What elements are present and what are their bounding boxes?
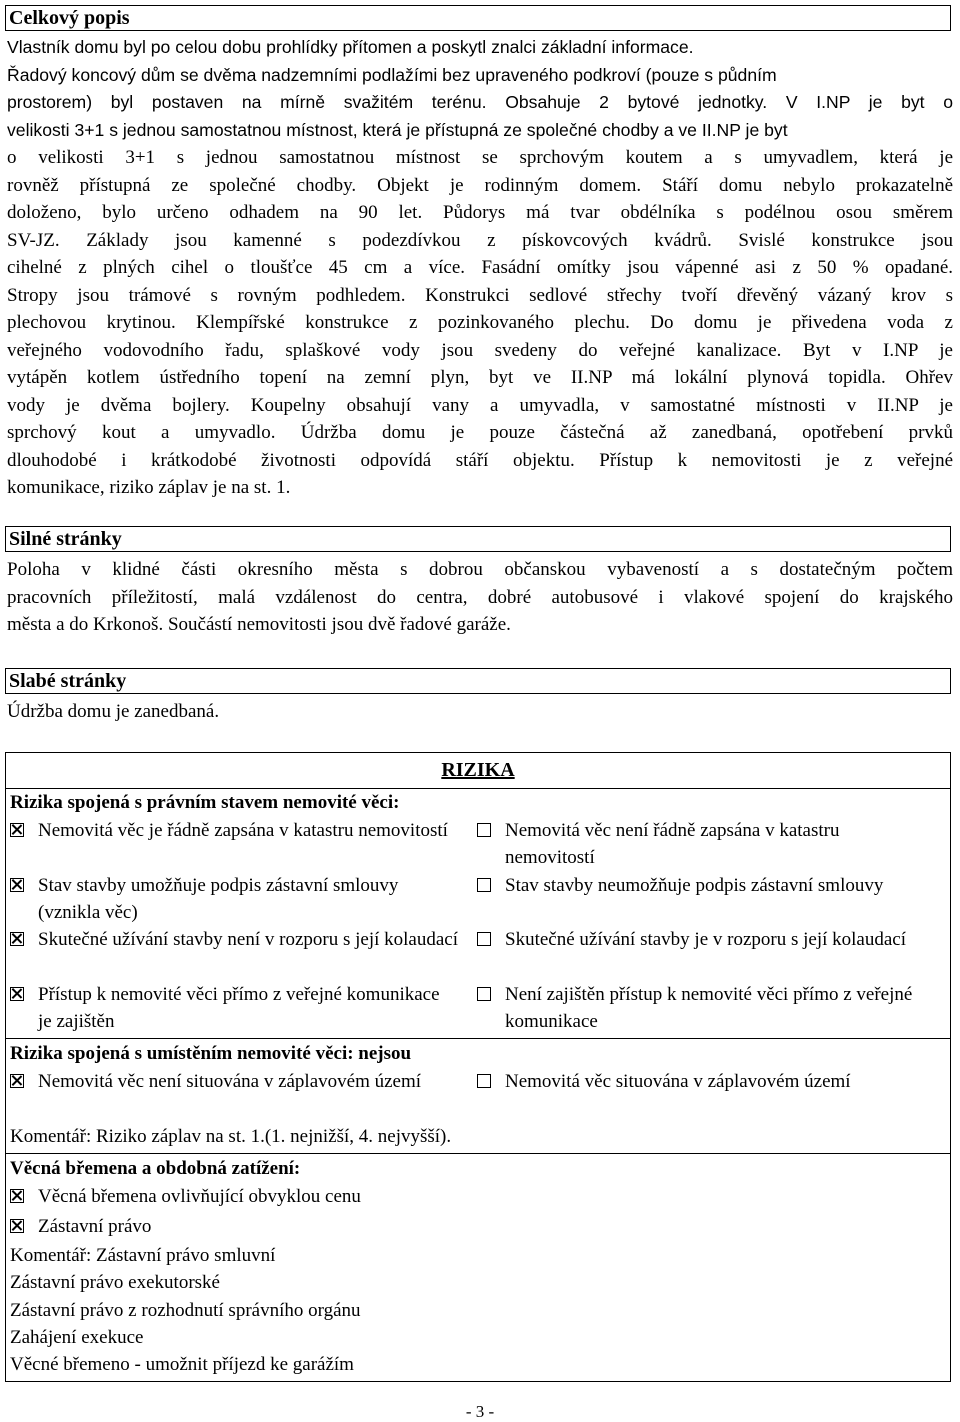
text-line: prostorem) byl postaven na mírně svažitém terénu. Obsahuje 2 bytové jednotky. V I.NP je byt o xyxy=(7,92,953,112)
bremena-comment-line: Zahájení exekuce xyxy=(10,1327,144,1348)
text-line: vytápěn kotlem ústředního topení na zemní plyn, byt ve II.NP má lokální plynová topidla. Ohřev xyxy=(7,367,953,388)
unchecked-checkbox-icon xyxy=(477,878,491,892)
text-line: vody je dvěma bojlery. Koupelny obsahují vany a umyvadla, v samostatné místnosti v II.NP je xyxy=(7,394,953,416)
text-line: doloženo, bylo určeno odhadem na 90 let. Půdorys má tvar obdélníka s podélnou osou směrem xyxy=(7,202,953,223)
checkbox-item: Není zajištěn přístup k nemovité věci přímo z veřejné komunikace xyxy=(477,981,927,1035)
rizika-title: RIZIKA xyxy=(441,759,515,781)
checked-checkbox-icon xyxy=(10,823,24,837)
checkbox-item: Nemovitá věc je řádně zapsána v katastru nemovitostí xyxy=(10,817,450,844)
text-line: rovněž přístupná ze společné chodby. Objekt je rodinným domem. Stáří domu nebylo prokazatelně xyxy=(7,174,953,196)
checkbox-item: Nemovitá věc není řádně zapsána v katastru nemovitostí xyxy=(477,817,927,871)
text-line: Vlastník domu byl po celou dobu prohlídky přítomen a poskytl znalci základní informace. xyxy=(7,37,694,57)
slabe-stranky-text xyxy=(7,698,953,726)
checked-checkbox-icon xyxy=(10,1074,24,1088)
checkbox-item: Zástavní právo xyxy=(10,1213,610,1240)
text-line: plechovou krytinou. Klempířské konstrukce z pozinkovaného plechu. Do domu je přivedena voda z xyxy=(7,312,953,333)
divider xyxy=(6,1038,950,1039)
silne-stranky-text xyxy=(7,556,953,639)
text-line: veřejného vodovodního řadu, splaškové vody jsou svedeny do veřejné kanalizace. Byt v I.NP je xyxy=(7,339,953,361)
text-line: Stropy jsou trámové s rovným podhledem. Konstrukci sedlové střechy tvoří dřevěný vázaný krov s xyxy=(7,284,953,306)
checkbox-item: Stav stavby neumožňuje podpis zástavní smlouvy xyxy=(477,872,927,899)
text-line: SV-JZ. Základy jsou kamenné s podezdívkou z pískovcových kvádrů. Svislé konstrukce jsou xyxy=(7,229,953,251)
text-line: pracovních příležitostí, malá vzdálenost do centra, dobré autobusové i vlakové spojení do krajského xyxy=(7,586,953,608)
text-line: Poloha v klidné části okresního města s dobrou občanskou vybaveností a s dostatečným počtem xyxy=(7,559,953,580)
pravni-stav-heading: Rizika spojená s právním stavem nemovité věci: xyxy=(10,792,400,813)
bremena-comment-line: Věcné břemeno - umožnit příjezd ke garážím xyxy=(10,1354,354,1375)
section-header-celkovy-popis: Celkový popis xyxy=(5,5,951,31)
checkbox-item: Skutečné užívání stavby je v rozporu s její kolaudací xyxy=(477,926,927,953)
text-line: komunikace, riziko záplav je na st. 1. xyxy=(7,477,291,498)
section-header-silne-stranky: Silné stránky xyxy=(5,526,951,552)
bremena-heading: Věcná břemena a obdobná zatížení: xyxy=(10,1158,301,1179)
celkovy-popis-text xyxy=(7,34,953,502)
text-line: města a do Krkonoš. Součástí nemovitosti jsou dvě řadové garáže. xyxy=(7,614,511,635)
unchecked-checkbox-icon xyxy=(477,932,491,946)
text-line: dlouhodobé i krátkodobé životnosti odpovídá stáří objektu. Přístup k nemovitosti je z veřejné xyxy=(7,449,953,471)
checkbox-item: Věcná břemena ovlivňující obvyklou cenu xyxy=(10,1183,610,1210)
checkbox-item: Přístup k nemovité věci přímo z veřejné komunikace je zajištěn xyxy=(10,981,450,1035)
checked-checkbox-icon xyxy=(10,878,24,892)
text-line: Údržba domu je zanedbaná. xyxy=(7,701,220,722)
rizika-table xyxy=(5,752,951,1382)
divider xyxy=(6,1153,950,1154)
checkbox-item: Stav stavby umožňuje podpis zástavní smlouvy (vznikla věc) xyxy=(10,872,450,926)
bremena-comment-line: Zástavní právo z rozhodnutí správního orgánu xyxy=(10,1300,361,1321)
bremena-comment-line: Zástavní právo exekutorské xyxy=(10,1272,220,1293)
checked-checkbox-icon xyxy=(10,1189,24,1203)
unchecked-checkbox-icon xyxy=(477,987,491,1001)
unchecked-checkbox-icon xyxy=(477,1074,491,1088)
text-line: o velikosti 3+1 s jednou samostatnou místnost se sprchovým koutem a s umyvadlem, která je xyxy=(7,147,953,168)
checkbox-item: Nemovitá věc situována v záplavovém území xyxy=(477,1068,947,1095)
text-line: sprchový kout a umyvadlo. Údržba domu je pouze částečná až zanedbaná, opotřebení prvků xyxy=(7,422,953,443)
text-line: cihelné z plných cihel o tloušťce 45 cm a více. Fasádní omítky jsou vápenné asi z 50 % opadané. xyxy=(7,257,953,278)
divider xyxy=(6,788,950,789)
bremena-comment-line: Komentář: Zástavní právo smluvní xyxy=(10,1245,276,1266)
checkbox-item: Nemovitá věc není situována v záplavovém území xyxy=(10,1068,460,1095)
unchecked-checkbox-icon xyxy=(477,823,491,837)
text-line: velikosti 3+1 s jednou samostatnou místnost, která je přístupná ze společné chodby a ve II.NP je byt xyxy=(7,119,788,140)
umisteni-heading: Rizika spojená s umístěním nemovité věci: nejsou xyxy=(10,1043,412,1064)
checkbox-item: Skutečné užívání stavby není v rozporu s její kolaudací xyxy=(10,926,460,953)
checked-checkbox-icon xyxy=(10,987,24,1001)
umisteni-comment: Komentář: Riziko záplav na st. 1.(1. nejnižší, 4. nejvyšší). xyxy=(10,1126,452,1147)
checked-checkbox-icon xyxy=(10,932,24,946)
checked-checkbox-icon xyxy=(10,1219,24,1233)
text-line: Řadový koncový dům se dvěma nadzemními podlažími bez upraveného podkroví (pouze s půdním xyxy=(7,64,777,85)
section-header-slabe-stranky: Slabé stránky xyxy=(5,668,951,694)
page-number: - 3 - xyxy=(465,1402,495,1421)
